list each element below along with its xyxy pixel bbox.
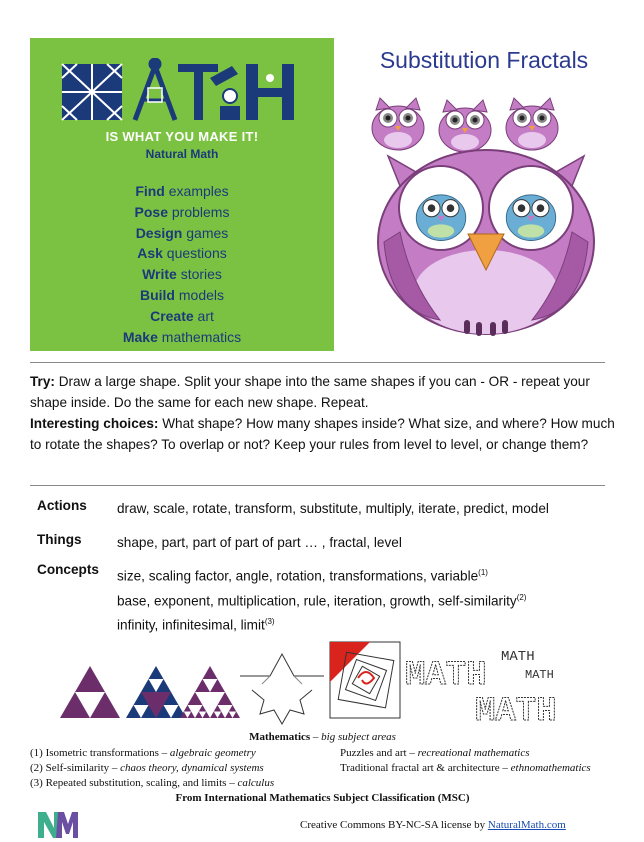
verb-item: Create art <box>150 307 214 324</box>
footer-item <box>340 777 615 789</box>
footer-items <box>30 747 615 789</box>
verb-item: Make mathematics <box>122 328 242 345</box>
vocab-text: shape, part, part of part of part … , fractal, level <box>117 535 402 550</box>
vocabulary-table <box>37 498 617 636</box>
logo-tagline: IS WHAT YOU MAKE IT! <box>105 129 259 144</box>
naturalmath-link[interactable]: NaturalMath.com <box>487 819 566 831</box>
vocab-row-actions <box>37 498 617 532</box>
vocab-label: Concepts <box>37 562 99 577</box>
page-title: Substitution Fractals <box>379 47 589 73</box>
vocab-text: draw, scale, rotate, transform, substitute, multiply, iterate, predict, model <box>117 501 549 516</box>
svg-text:MATH: MATH <box>525 668 554 682</box>
svg-text:MATH: MATH <box>475 693 557 726</box>
logo-brand: Natural Math <box>145 147 219 161</box>
vocab-text: size, scaling factor, angle, rotation, transformations, variable$^{(1)}$ base, exponent, multiplication, rule, iteration, growth, self-similarity$^{(2)}$ infinity, infinitesimal, limit$^{(3)}$ <box>117 568 527 633</box>
vocab-row-things <box>37 532 617 562</box>
triangle-fractal-level-2 <box>126 666 186 718</box>
m-letter-tile <box>62 64 122 120</box>
footer-item: (1) Isometric transformations – algebraic geometry <box>30 747 256 759</box>
try-instructions <box>30 371 615 455</box>
verb-item: Ask questions <box>137 245 227 262</box>
verb-item: Build models <box>139 286 225 303</box>
mini-owl-3 <box>506 98 558 150</box>
divider <box>30 362 605 363</box>
footer-item: Puzzles and art – recreational mathematics <box>340 747 530 759</box>
naturalmath-logo-icon <box>36 810 80 840</box>
owl-fractal-illustration <box>360 82 610 344</box>
math-logo-art <box>60 58 304 128</box>
triangle-fractal-level-3 <box>180 666 240 718</box>
verb-item: Write stories <box>142 266 222 283</box>
verb-item: Find examples <box>135 183 229 199</box>
license-line: Creative Commons BY-NC-SA license by NaturalMath.com <box>300 819 566 831</box>
divider <box>30 485 605 486</box>
owl-eye-inner-owl-left <box>416 195 465 241</box>
large-owl <box>378 150 594 336</box>
footer-item: Traditional fractal art & architecture – ethnomathematics <box>340 762 591 774</box>
footer-item: (3) Repeated substitution, scaling, and limits – calculus <box>30 777 275 789</box>
a-letter-compass <box>135 60 175 120</box>
vocab-label: Actions <box>37 498 87 513</box>
verb-list <box>30 181 334 347</box>
h-letter <box>246 64 294 120</box>
triangle-fractal-level-1 <box>60 666 120 718</box>
verb-item: Design games <box>135 224 229 241</box>
verb-item: Pose problems <box>134 203 230 220</box>
svg-text:MATH: MATH <box>501 649 535 665</box>
svg-text:MATH: MATH <box>405 657 487 695</box>
fractal-gallery <box>60 636 605 726</box>
t-letter-microscope <box>178 64 240 120</box>
logo-panel <box>30 38 334 351</box>
choices-paragraph: Interesting choices: What shape? How many shapes inside? What size, and where? How much to rotate the shapes? To overlap or not? Keep your rules from level to level, or change them? <box>30 416 615 452</box>
vocab-label: Things <box>37 532 82 547</box>
msc-footer <box>30 731 615 804</box>
owl-eye-inner-owl-right <box>506 195 555 241</box>
vocab-row-concepts <box>37 562 617 636</box>
footer-caption: Mathematics – big subject areas <box>249 731 396 743</box>
footer-source: From International Mathematics Subject Classification (MSC) <box>175 792 470 804</box>
spiral-squares-fractal <box>330 642 400 718</box>
mini-owl-2 <box>439 100 491 152</box>
mini-owl-1 <box>372 98 424 150</box>
footer-item: (2) Self-similarity – chaos theory, dynamical systems <box>30 762 264 774</box>
try-paragraph: Try: Draw a large shape. Split your shape into the same shapes if you can - OR - repeat your shape inside. Do the same for each new shape. Repeat. <box>30 374 590 410</box>
math-word-fractal <box>405 649 557 726</box>
koch-snowflake <box>240 654 324 724</box>
